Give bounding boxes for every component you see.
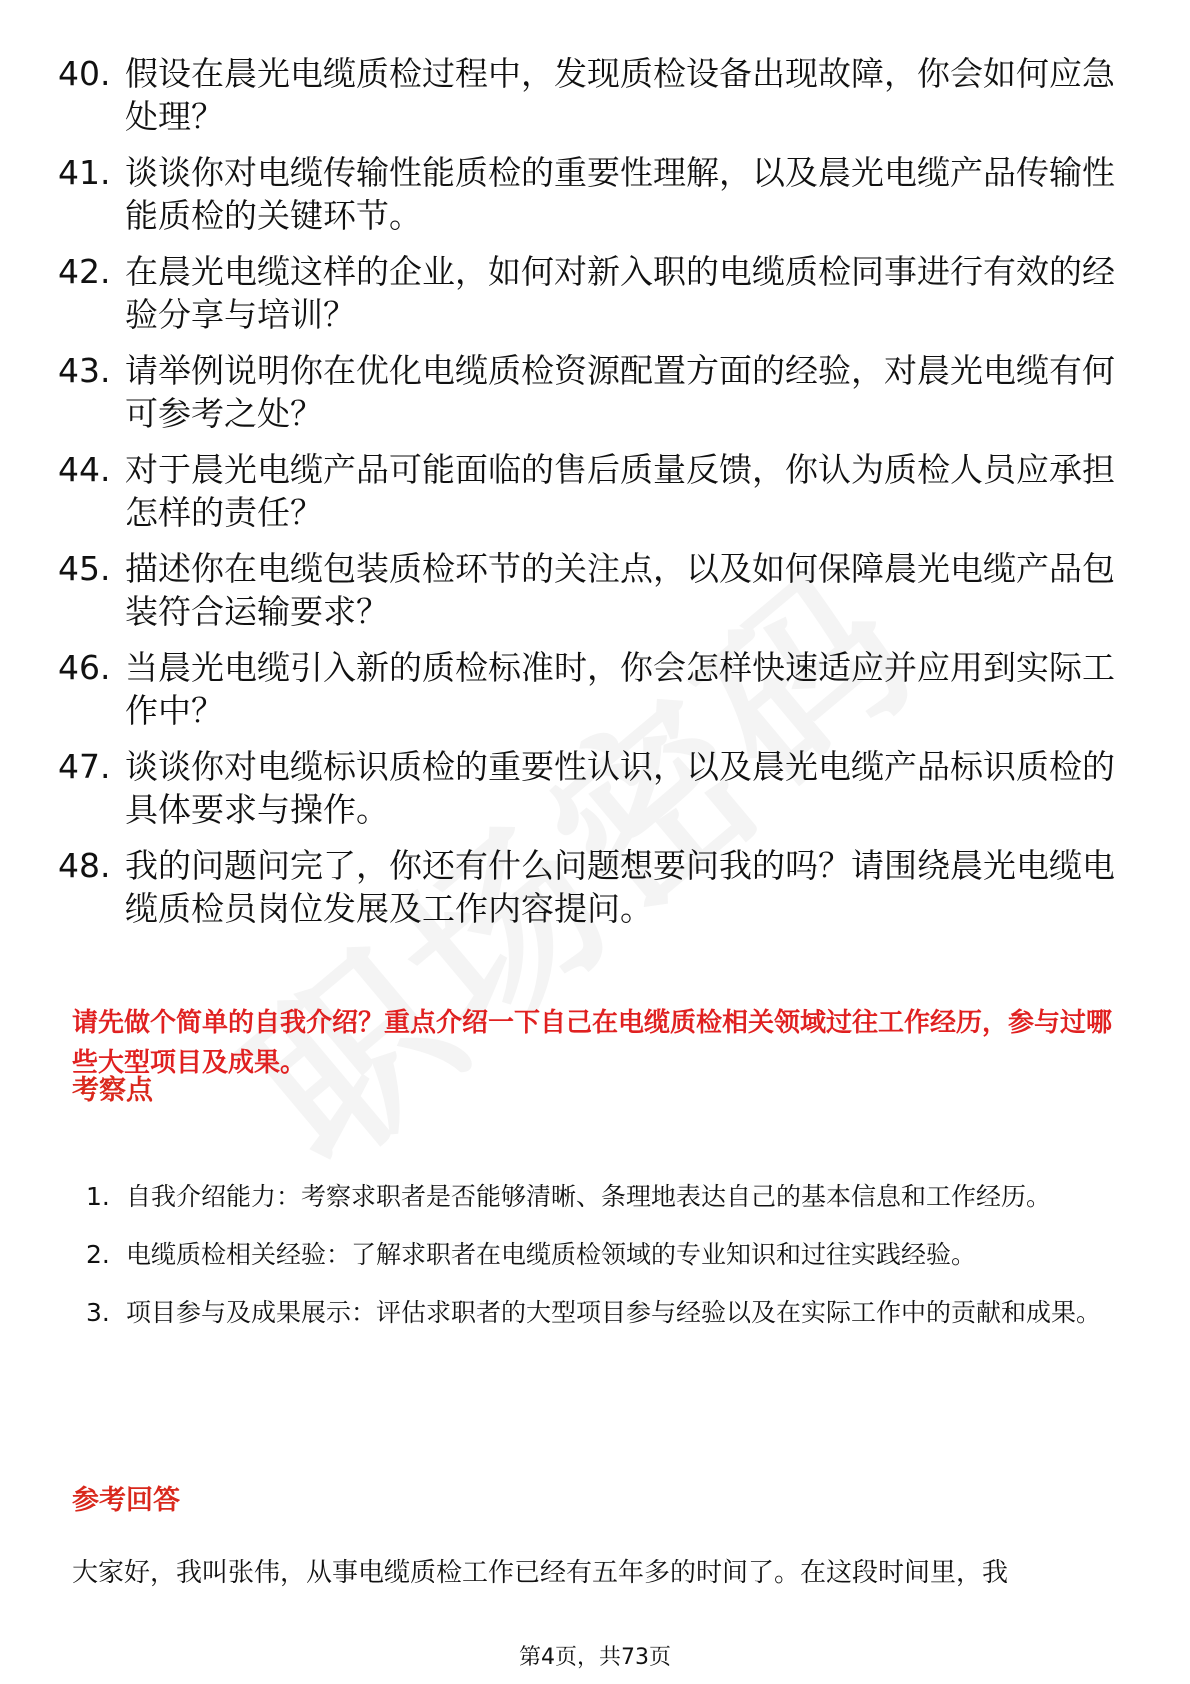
question-number: 43. <box>58 351 111 390</box>
question-text: 当晨光电缆引入新的质检标准时，你会怎样快速适应并应用到实际工作中？ <box>125 648 1115 730</box>
point-text: 电缆质检相关经验：了解求职者在电缆质检领域的专业知识和过往实践经验。 <box>126 1240 977 1269</box>
assessment-title: 考察点 <box>72 1075 153 1106</box>
question-list <box>58 52 1138 943</box>
question-text: 假设在晨光电缆质检过程中，发现质检设备出现故障，你会如何应急处理？ <box>125 54 1115 136</box>
reference-title: 参考回答 <box>72 1485 180 1516</box>
list-item <box>58 250 1138 336</box>
list-item <box>58 52 1138 138</box>
question-text: 描述你在电缆包装质检环节的关注点，以及如何保障晨光电缆产品包装符合运输要求？ <box>125 549 1115 631</box>
point-number: 1. <box>86 1182 110 1211</box>
question-text: 我的问题问完了，你还有什么问题想要问我的吗？请围绕晨光电缆电缆质检员岗位发展及工作内容提问。 <box>125 846 1115 928</box>
list-item <box>86 1168 1126 1226</box>
question-text: 请举例说明你在优化电缆质检资源配置方面的经验，对晨光电缆有何可参考之处？ <box>125 351 1115 433</box>
question-number: 48. <box>58 846 111 885</box>
question-text: 谈谈你对电缆标识质检的重要性认识，以及晨光电缆产品标识质检的具体要求与操作。 <box>125 747 1115 829</box>
list-item <box>58 448 1138 534</box>
list-item <box>58 745 1138 831</box>
point-number: 3. <box>86 1298 110 1327</box>
question-number: 41. <box>58 153 111 192</box>
highlight-question: 请先做个简单的自我介绍？重点介绍一下自己在电缆质检相关领域过往工作经历，参与过哪些大型项目及成果。 <box>72 1008 1113 1078</box>
list-item <box>58 844 1138 930</box>
question-number: 42. <box>58 252 111 291</box>
reference-answer: 大家好，我叫张伟，从事电缆质检工作已经有五年多的时间了。在这段时间里，我 <box>72 1558 1009 1588</box>
question-number: 46. <box>58 648 111 687</box>
question-text: 对于晨光电缆产品可能面临的售后质量反馈，你认为质检人员应承担怎样的责任？ <box>125 450 1115 532</box>
question-number: 44. <box>58 450 111 489</box>
page-footer: 第4页，共73页 <box>519 1645 671 1670</box>
question-number: 45. <box>58 549 111 588</box>
list-item <box>58 349 1138 435</box>
point-text: 项目参与及成果展示：评估求职者的大型项目参与经验以及在实际工作中的贡献和成果。 <box>126 1298 1102 1327</box>
list-item <box>86 1226 1126 1284</box>
question-number: 40. <box>58 54 111 93</box>
point-number: 2. <box>86 1240 110 1269</box>
assessment-points <box>86 1168 1126 1342</box>
list-item <box>58 646 1138 732</box>
list-item <box>58 547 1138 633</box>
list-item <box>86 1284 1126 1342</box>
list-item <box>58 151 1138 237</box>
question-number: 47. <box>58 747 111 786</box>
point-text: 自我介绍能力：考察求职者是否能够清晰、条理地表达自己的基本信息和工作经历。 <box>126 1182 1052 1211</box>
question-text: 在晨光电缆这样的企业，如何对新入职的电缆质检同事进行有效的经验分享与培训？ <box>125 252 1115 334</box>
question-text: 谈谈你对电缆传输性能质检的重要性理解，以及晨光电缆产品传输性能质检的关键环节。 <box>125 153 1115 235</box>
